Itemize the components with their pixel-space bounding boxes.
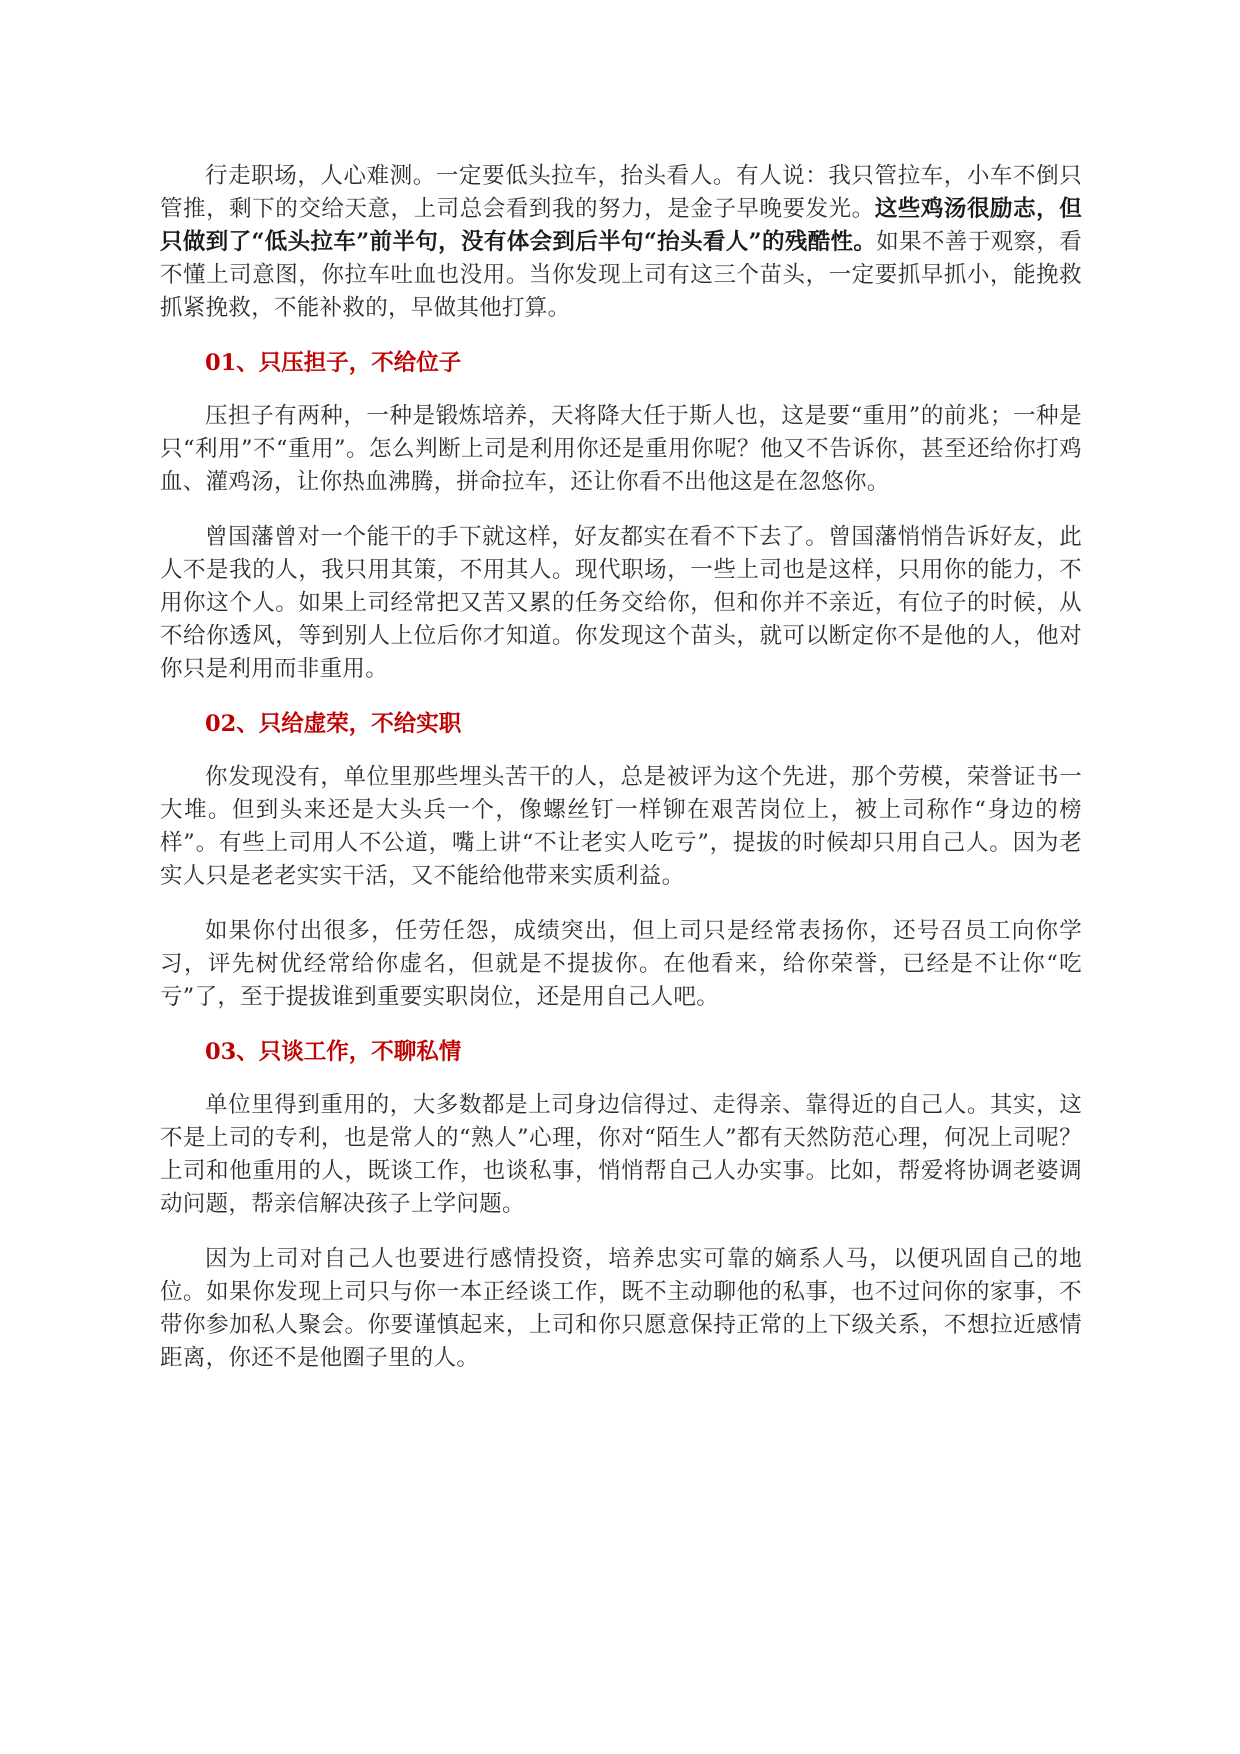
section-03-paragraph-2: 因为上司对自己人也要进行感情投资，培养忠实可靠的嫡系人马，以便巩固自己的地位。如果你发现上司只与你一本正经谈工作，既不主动聊他的私事，也不过问你的家事，不带你参加私人聚会。你要谨慎起来，上司和你只愿意保持正常的上下级关系，不想拉近感情距离，你还不是他圈子里的人。 <box>160 1246 1082 1371</box>
section-01-paragraph-2: 曾国藩曾对一个能干的手下就这样，好友都实在看不下去了。曾国藩悄悄告诉好友，此人不是我的人，我只用其策，不用其人。现代职场，一些上司也是这样，只用你的能力，不用你这个人。如果上司经常把又苦又累的任务交给你，但和你并不亲近，有位子的时候，从不给你透风，等到别人上位后你才知道。你发现这个苗头，就可以断定你不是他的人，他对你只是利用而非重用。 <box>160 524 1082 682</box>
section-heading-02: 02、只给虚荣，不给实职 <box>205 711 462 737</box>
intro-paragraph <box>160 160 1082 325</box>
intro-text-b: 如果不善于观察，看不懂上司意图，你拉车吐血也没用。当你发现上司有这三个苗头，一定要抓早抓小，能挽救抓紧挽救，不能补救的，早做其他打算。 <box>160 229 1082 321</box>
intro-bold-text: 这些鸡汤很励志，但只做到了“低头拉车”前半句，没有体会到后半句“抬头看人”的残酷性。 <box>160 196 1082 255</box>
section-heading-01: 01、只压担子，不给位子 <box>205 350 462 376</box>
intro-text-a: 行走职场，人心难测。一定要低头拉车，抬头看人。有人说：我只管拉车，小车不倒只管推，剩下的交给天意，上司总会看到我的努力，是金子早晚要发光。 <box>160 163 1082 222</box>
section-03-paragraph-1: 单位里得到重用的，大多数都是上司身边信得过、走得亲、靠得近的自己人。其实，这不是上司的专利，也是常人的“熟人”心理，你对“陌生人”都有天然防范心理，何况上司呢？上司和他重用的人，既谈工作，也谈私事，悄悄帮自己人办实事。比如，帮爱将协调老婆调动问题，帮亲信解决孩子上学问题。 <box>160 1092 1082 1217</box>
section-02-paragraph-1: 你发现没有，单位里那些埋头苦干的人，总是被评为这个先进，那个劳模，荣誉证书一大堆。但到头来还是大头兵一个，像螺丝钉一样铆在艰苦岗位上，被上司称作“身边的榜样”。有些上司用人不公道，嘴上讲“不让老实人吃亏”，提拔的时候却只用自己人。因为老实人只是老老实实干活，又不能给他带来实质利益。 <box>160 764 1082 889</box>
document-page <box>160 160 1082 1397</box>
section-heading-03: 03、只谈工作，不聊私情 <box>205 1039 462 1065</box>
section-01-paragraph-1: 压担子有两种，一种是锻炼培养，天将降大任于斯人也，这是要“重用”的前兆；一种是只“利用”不“重用”。怎么判断上司是利用你还是重用你呢？他又不告诉你，甚至还给你打鸡血、灌鸡汤，让你热血沸腾，拼命拉车，还让你看不出他这是在忽悠你。 <box>160 403 1082 495</box>
section-02-paragraph-2: 如果你付出很多，任劳任怨，成绩突出，但上司只是经常表扬你，还号召员工向你学习，评先树优经常给你虚名，但就是不提拔你。在他看来，给你荣誉，已经是不让你“吃亏”了，至于提拔谁到重要实职岗位，还是用自己人吧。 <box>160 918 1082 1010</box>
